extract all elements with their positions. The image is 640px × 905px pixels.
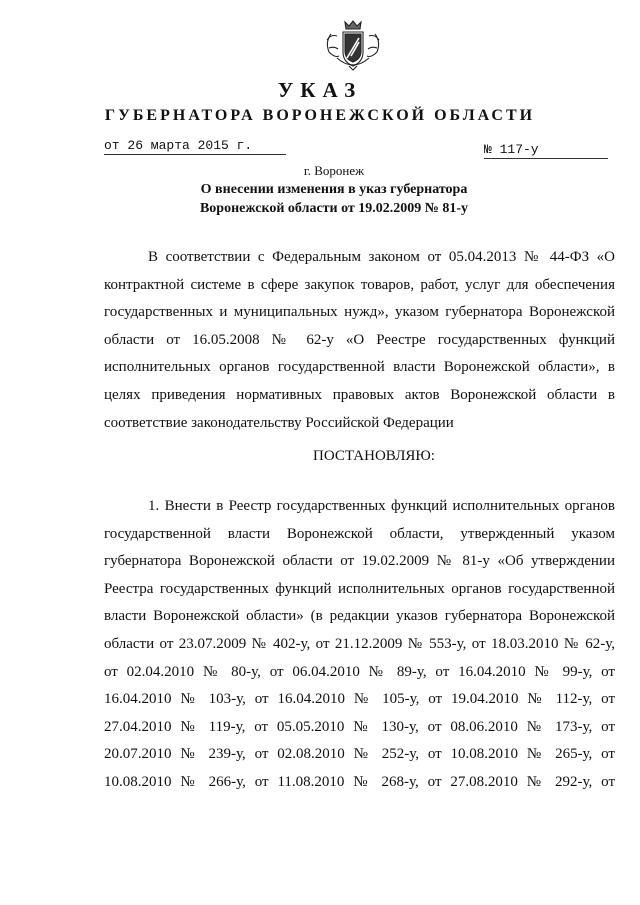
text-line: контрактной системе в сфере закупок товаров, работ, услуг для обеспечения	[104, 276, 615, 293]
document-title: УКАЗ	[277, 78, 363, 102]
text-line: от 02.04.2010 № 80-у, от 06.04.2010 № 89-у, от 16.04.2010 № 99-у, от	[104, 663, 615, 680]
subject-line: О внесении изменения в указ губернатора	[200, 182, 468, 197]
preamble-paragraph	[104, 244, 615, 437]
text-line: государственных и муниципальных нужд», указом губернатора Воронежской	[104, 304, 615, 321]
text-line: государственной власти Воронежской области, утвержденный указом	[104, 525, 615, 542]
text-line: 10.08.2010 № 266-у, от 11.08.2010 № 268-у, от 27.08.2010 № 292-у, от	[104, 773, 615, 790]
text-line: области от 16.05.2008 № 62-у «О Реестре государственных функций	[104, 331, 615, 348]
decree-word: ПОСТАНОВЛЯЮ:	[313, 448, 435, 464]
subject-line: Воронежской области от 19.02.2009 № 81-у	[199, 201, 469, 216]
text-line: 1. Внести в Реестр государственных функций исполнительных органов	[148, 498, 615, 514]
text-line: области от 23.07.2009 № 402-у, от 21.12.2009 № 553-у, от 18.03.2010 № 62-у,	[104, 635, 615, 652]
text-line: соответствие законодательству Российской Федерации	[104, 414, 454, 431]
text-line: губернатора Воронежской области от 19.02.2009 № 81-у «Об утверждении	[104, 553, 615, 570]
text-line: 20.07.2010 № 239-у, от 02.08.2010 № 252-у, от 10.08.2010 № 265-у, от	[104, 746, 615, 763]
decree-date: от 26 марта 2015 г.	[104, 138, 286, 155]
text-line: целях приведения нормативных правовых актов Воронежской области в	[104, 386, 615, 403]
decree-city: г. Воронеж	[303, 163, 365, 178]
decree-number: № 117-у	[484, 142, 608, 159]
text-line: власти Воронежской области» (в редакции указов губернатора Воронежской	[104, 608, 615, 625]
decree-subject	[0, 180, 640, 218]
coat-of-arms-icon	[323, 18, 383, 74]
document-issuer: ГУБЕРНАТОРА ВОРОНЕЖСКОЙ ОБЛАСТИ	[104, 107, 536, 124]
text-line: 27.04.2010 № 119-у, от 05.05.2010 № 130-у, от 08.06.2010 № 173-у, от	[104, 718, 615, 735]
text-line: 16.04.2010 № 103-у, от 16.04.2010 № 105-у, от 19.04.2010 № 112-у, от	[104, 691, 615, 708]
text-line: исполнительных органов государственной власти Воронежской области», в	[104, 359, 615, 376]
text-line: Реестра государственных функций исполнительных органов государственной	[104, 580, 615, 597]
text-line: В соответствии с Федеральным законом от 05.04.2013 № 44-ФЗ «О	[148, 249, 615, 265]
item-1-paragraph	[104, 493, 615, 797]
